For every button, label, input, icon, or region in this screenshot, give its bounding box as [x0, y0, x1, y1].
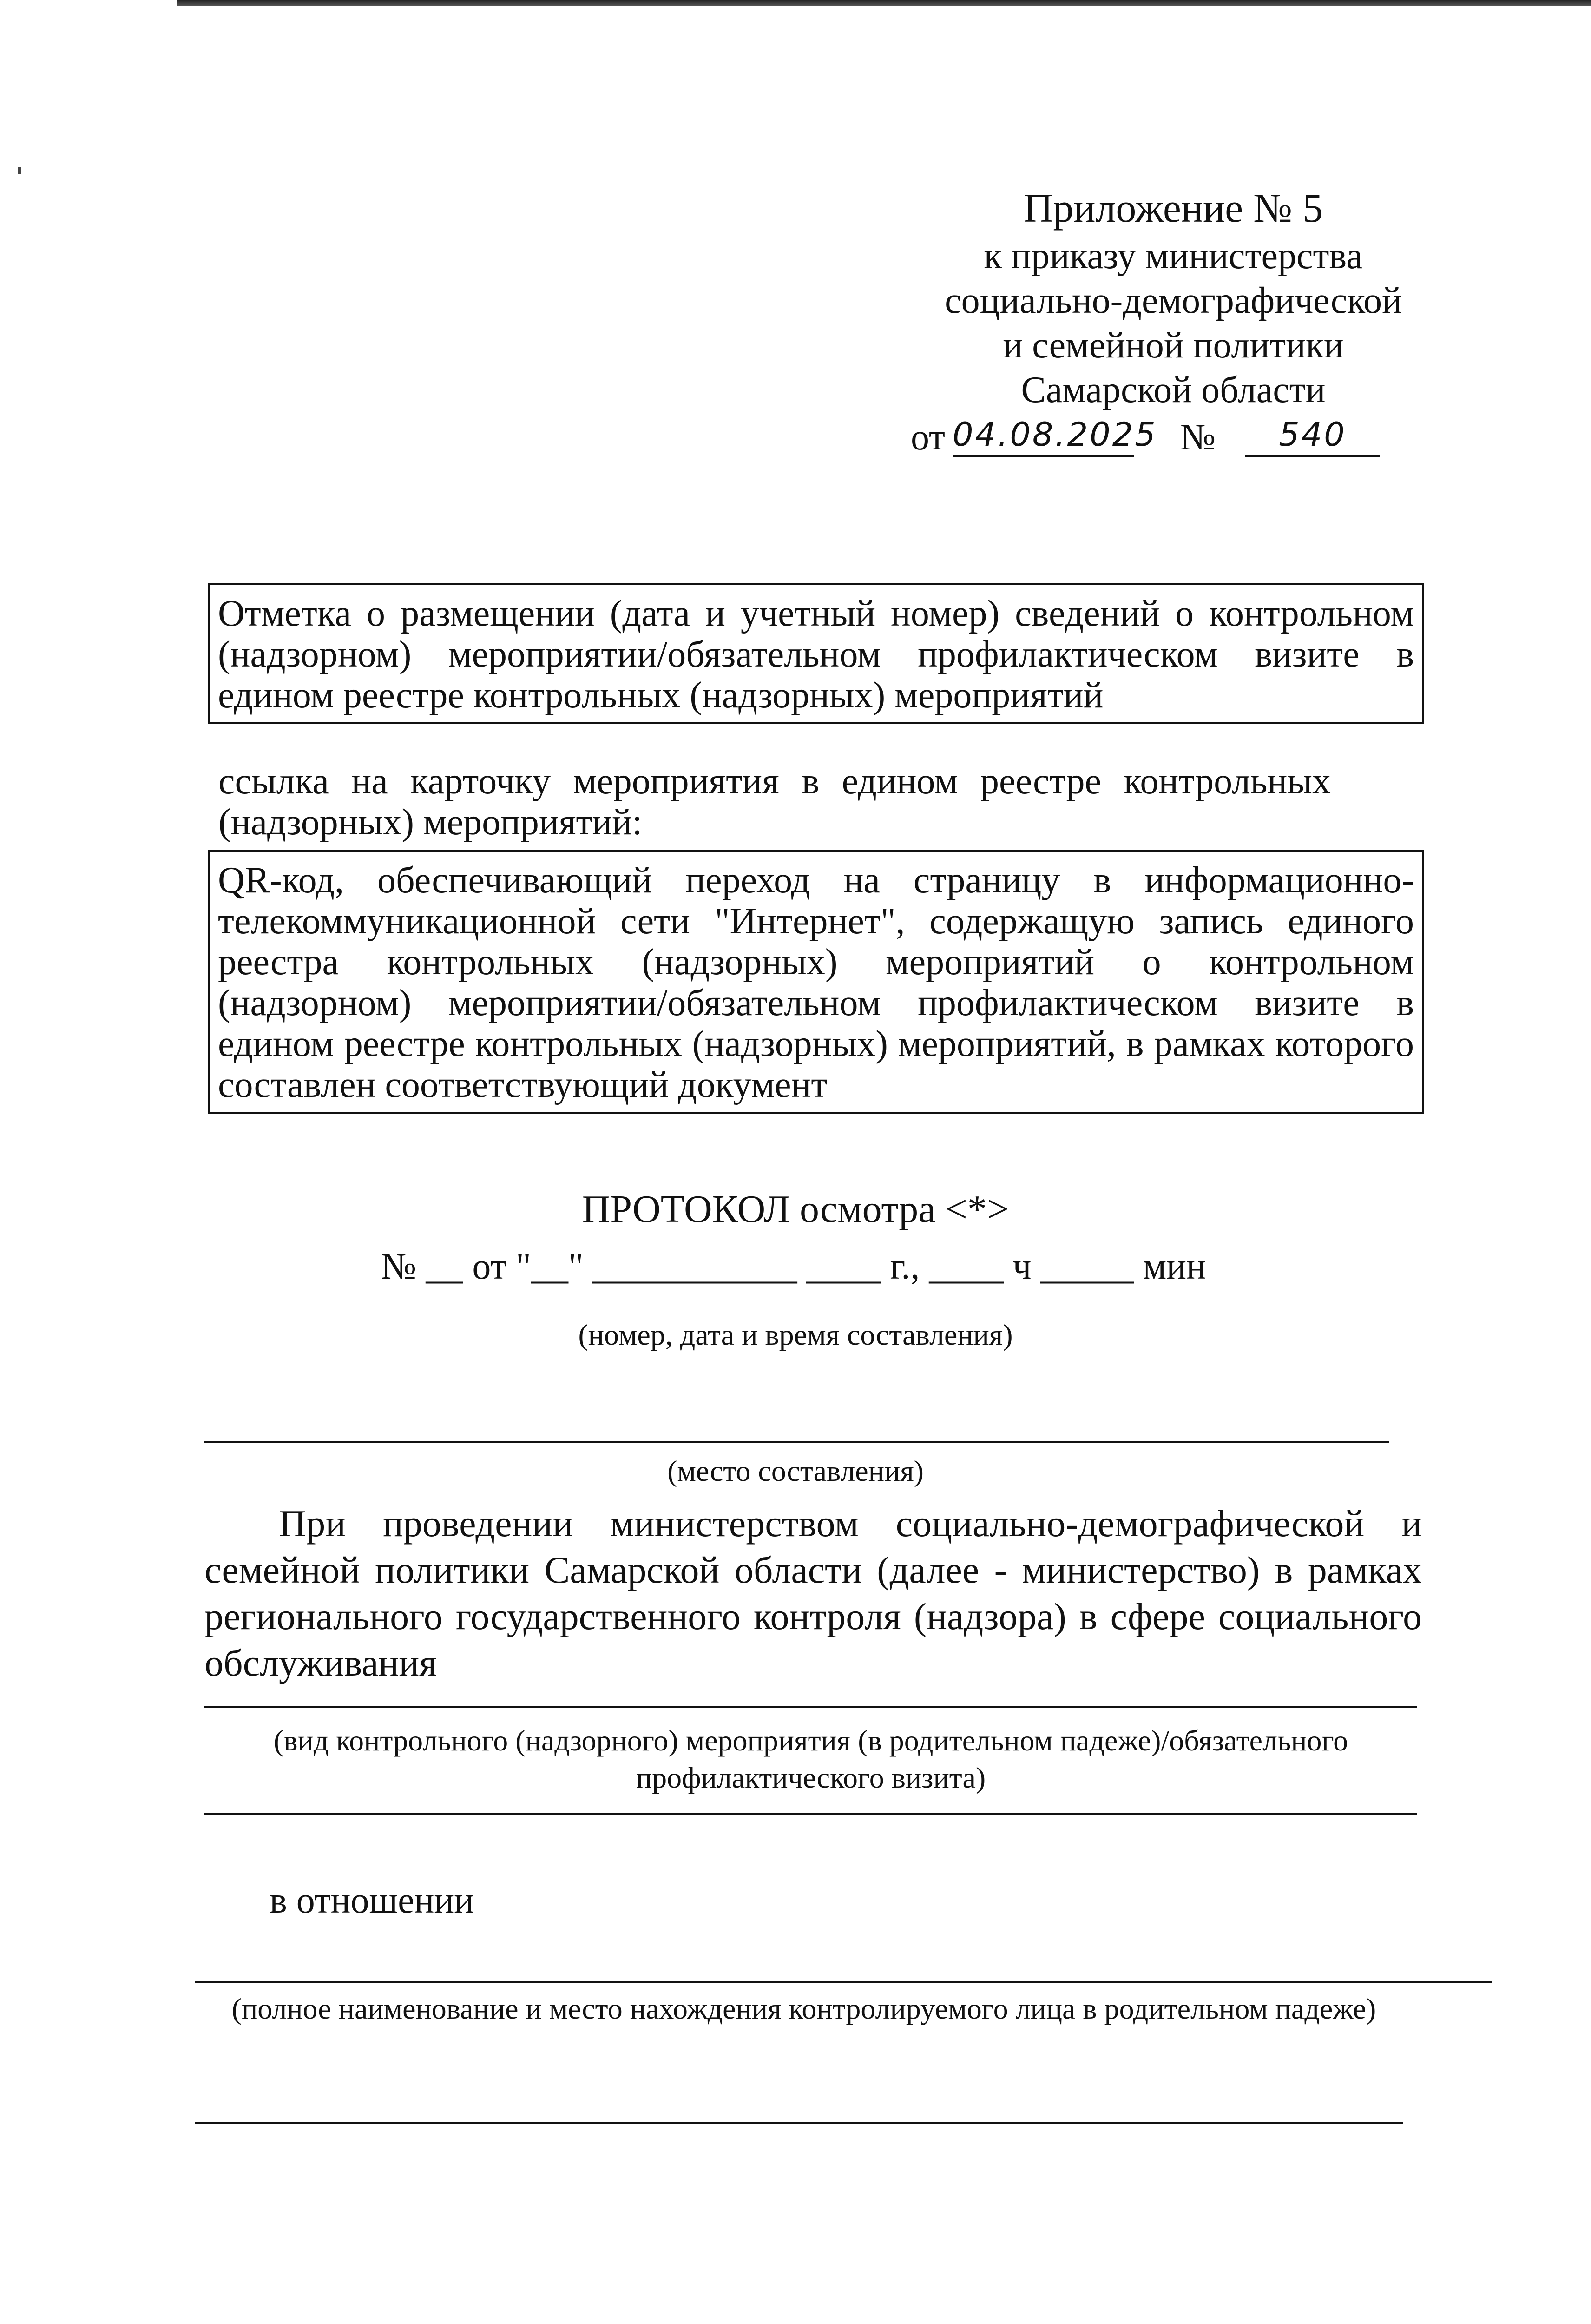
scan-speck	[18, 167, 21, 174]
event-type-blank-line	[204, 1706, 1417, 1708]
place-caption: (место составления)	[667, 1454, 924, 1487]
scan-edge	[177, 0, 1591, 6]
date-prefix: от	[911, 417, 945, 458]
appendix-line: и семейной политики	[1003, 325, 1344, 366]
appendix-title: Приложение № 5	[1023, 186, 1323, 231]
appendix-line: к приказу министерства	[984, 236, 1363, 277]
number-prefix: №	[1180, 417, 1216, 458]
handwritten-date: 04.08.2025	[953, 412, 1134, 457]
qr-code-box: QR-код, обеспечивающий переход на страницу в информационно-телекоммуникационной сети "Интернет", содержащую запись единого реестра контрольных (надзорных) мероприятий о контрольном (надзорном) мероприятии/обязательном профилактическом визите в едином реестре контрольных (надзорных) мероприятий, в рамках которого составлен соответствующий документ	[208, 850, 1424, 1114]
appendix-line: социально-демографической	[945, 280, 1402, 321]
event-type-underline	[204, 1813, 1417, 1815]
number-date-caption: (номер, дата и время составления)	[578, 1318, 1013, 1351]
order-date-number-line	[883, 412, 1464, 461]
appendix-header	[883, 184, 1464, 461]
controlled-person-blank-line	[195, 1981, 1492, 1983]
extra-blank-line	[195, 2122, 1403, 2124]
intro-paragraph: При проведении министерством социально-демографической и семейной политики Самарской области (далее - министерство) в рамках регионального государственного контроля (надзора) в сфере социального обслуживания	[204, 1502, 1422, 1684]
protocol-number-date-line: № __ от "__" ___________ ____ г., ____ ч _____ мин	[381, 1246, 1206, 1287]
controlled-person-caption: (полное наименование и место нахождения контролируемого лица в родительном падеже)	[231, 1992, 1376, 2025]
handwritten-number: 540	[1245, 412, 1380, 457]
registry-link-text: ссылка на карточку мероприятия в едином реестре контрольных (надзорных) мероприятий:	[218, 761, 1331, 843]
protocol-title: ПРОТОКОЛ осмотра <*>	[582, 1188, 1009, 1231]
in-relation-label: в отношении	[270, 1880, 474, 1921]
registry-mark-box: Отметка о размещении (дата и учетный номер) сведений о контрольном (надзорном) мероприятии/обязательном профилактическом визите в едином реестре контрольных (надзорных) мероприятий	[208, 583, 1424, 724]
place-blank-line	[204, 1441, 1389, 1443]
appendix-line: Самарской области	[1021, 370, 1326, 410]
event-type-caption: (вид контрольного (надзорного) мероприятия (в родительном падеже)/обязательного профилактического визита)	[273, 1724, 1348, 1794]
